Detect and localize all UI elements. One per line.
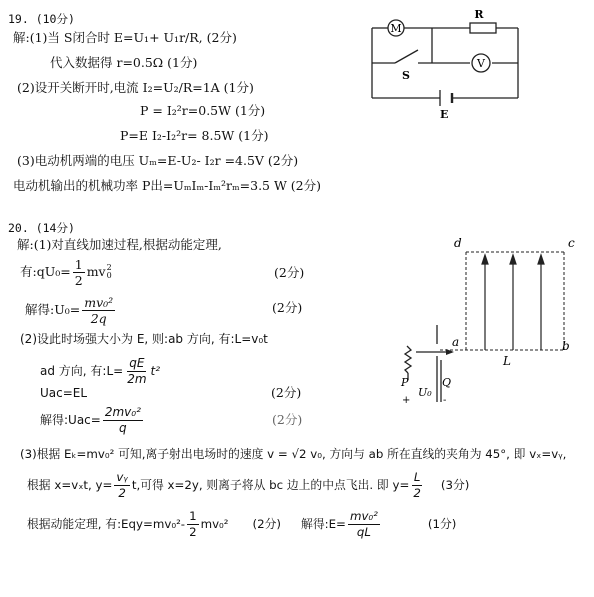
q20-l10-text: 根据动能定理, 有:Eqy=mv₀²- [27, 517, 186, 531]
q20-l10-score2: (1分) [427, 517, 457, 531]
q19-line-1: 解:(1)当 S闭合时 E=U₁+ U₁r/R, (2分) [13, 30, 237, 45]
q19-line-3: (2)设开关断开时,电流 I₂=U₂/R=1A (1分) [17, 80, 254, 95]
fraction-num: 1 [189, 508, 197, 523]
label-Q: Q [442, 376, 452, 389]
label-d: d [454, 236, 462, 250]
q20-l3-text: 解得:U₀= [25, 302, 81, 317]
fraction-den: 2 [413, 485, 421, 500]
label-c: c [568, 236, 575, 250]
label-minus: - [443, 395, 447, 406]
fraction-den: qL [356, 524, 371, 539]
battery-label: E [440, 108, 449, 121]
q20-l5-t: t² [150, 364, 161, 378]
fraction-den: 2 [189, 524, 197, 539]
fraction-num: mv₀² [349, 508, 378, 523]
q20-l9-text: 根据 x=vₓt, y= [27, 478, 113, 492]
fraction-den: 2 [74, 272, 83, 288]
fraction-num: L [413, 469, 421, 484]
fraction-num: vᵧ [116, 469, 128, 484]
q20-l10-score: (2分) [252, 517, 282, 531]
q20-l10-mv: mv₀² [200, 517, 229, 531]
fraction-den: 2q [90, 310, 107, 326]
q20-l5-text: ad 方向, 有:L= [40, 364, 124, 378]
q20-line-8: (3)根据 Eₖ=mv₀² 可知,离子射出电场时的速度 v = √2 v₀, 方向与 ab 所在直线的夹角为 45°, 即 vₓ=vᵧ, [20, 447, 567, 461]
fraction-den: q [119, 420, 127, 435]
q20-header: 20. (14分) [8, 221, 75, 235]
superscript: 2 [106, 263, 112, 272]
q20-line-1: 解:(1)对直线加速过程,根据动能定理, [17, 237, 222, 252]
label-P: P [401, 376, 409, 389]
q20-l6-score: (2分) [271, 385, 302, 400]
q19-header: 19. (10分) [8, 12, 75, 26]
fraction-num: 1 [74, 256, 83, 272]
q20-l2-mv: mv [86, 264, 106, 279]
q19-line-2: 代入数据得 r=0.5Ω (1分) [50, 55, 198, 70]
resistor-label: R [474, 8, 484, 21]
q20-l10-result: 解得:E= [301, 517, 346, 531]
voltmeter-label: V [477, 57, 485, 70]
q19-line-7: 电动机输出的机械功率 P出=UₘIₘ-Iₘ²rₘ=3.5 W (2分) [13, 178, 321, 193]
label-plus: + [402, 395, 411, 406]
q19-line-6: (3)电动机两端的电压 Uₘ=E-U₂- I₂r =4.5V (2分) [17, 153, 299, 168]
q20-line-4: (2)设此时场强大小为 E, 则:ab 方向, 有:L=v₀t [20, 332, 268, 346]
label-a: a [452, 335, 460, 349]
subscript: 0 [106, 271, 112, 280]
label-U0: U₀ [418, 386, 432, 399]
fraction-num: mv₀² [84, 294, 114, 310]
fraction-den: 2m [127, 371, 147, 386]
q20-line-6: Uac=EL [40, 386, 88, 400]
q20-l9-score: (3分) [440, 478, 470, 492]
q19-line-4: P = I₂²r=0.5W (1分) [140, 103, 266, 118]
fraction-num: qE [129, 355, 145, 370]
label-L: L [503, 354, 511, 368]
label-b: b [562, 339, 570, 353]
switch-label: S [402, 69, 410, 82]
fraction-num: 2mv₀² [104, 404, 141, 419]
q20-l7-score: (2分) [272, 412, 303, 427]
q20-l3-score: (2分) [272, 300, 303, 315]
q20-l2-text: 有:qU₀= [20, 264, 71, 279]
q20-l9-text-b: t,可得 x=2y, 则离子将从 bc 边上的中点飞出. 即 y= [131, 478, 410, 492]
fraction-den: 2 [118, 485, 126, 500]
q19-line-5: P=E I₂-I₂²r= 8.5W (1分) [120, 128, 269, 143]
q20-l7-text: 解得:Uac= [40, 413, 101, 427]
q20-l2-score: (2分) [274, 265, 305, 280]
motor-label: M [390, 22, 402, 35]
